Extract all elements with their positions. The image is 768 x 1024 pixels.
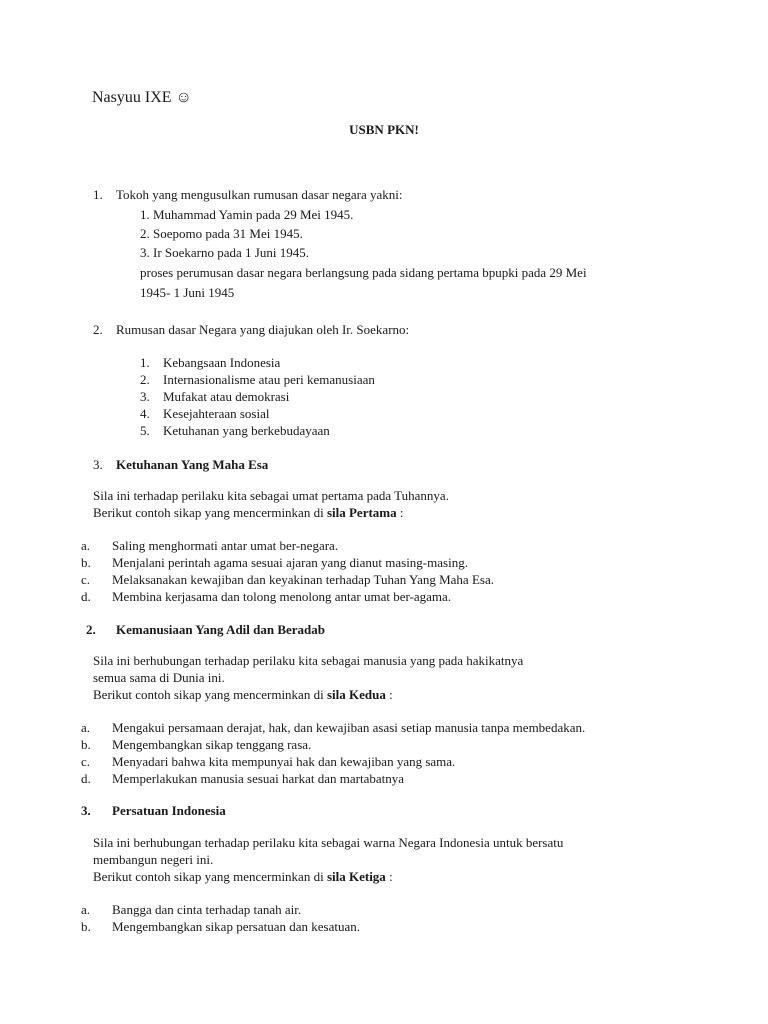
list-item-letter: a. [81, 538, 91, 553]
list-item-letter: d. [81, 589, 91, 604]
list-item-letter: c. [81, 572, 91, 587]
example-intro [93, 686, 393, 703]
list-item-letter: b. [81, 737, 91, 752]
section-description: Sila ini berhubungan terhadap perilaku kita sebagai warna Negara Indonesia untuk bersatu [93, 835, 564, 850]
list-item-number: 5. [140, 423, 150, 438]
list-item-letter: a. [81, 720, 91, 735]
list-item-number: 2. [140, 372, 150, 387]
example-intro [93, 504, 404, 521]
note-text: 1945- 1 Juni 1945 [140, 285, 235, 300]
list-item: Mufakat atau demokrasi [163, 389, 290, 404]
list-item-letter: a. [81, 902, 91, 917]
list-item-number: 3. [140, 389, 150, 404]
list-item: 1. Muhammad Yamin pada 29 Mei 1945. [140, 207, 354, 222]
example-intro-text: Berikut contoh sikap yang mencerminkan di [93, 687, 327, 702]
list-item: Saling menghormati antar umat ber-negara. [112, 538, 339, 553]
list-item: Mengembangkan sikap persatuan dan kesatuan. [112, 919, 361, 934]
list-item: Menjalani perintah agama sesuai ajaran yang dianut masing-masing. [112, 555, 468, 570]
list-item: Menyadari bahwa kita mempunyai hak dan kewajiban yang sama. [112, 754, 456, 769]
question-text: Rumusan dasar Negara yang diajukan oleh Ir. Soekarno: [116, 322, 410, 337]
example-intro [93, 868, 393, 885]
example-intro-suffix: : [385, 687, 393, 702]
section-description: Sila ini berhubungan terhadap perilaku kita sebagai manusia yang pada hakikatnya [93, 653, 524, 668]
list-item: Internasionalisme atau peri kemanusiaan [163, 372, 375, 387]
example-intro-text: Berikut contoh sikap yang mencerminkan di [93, 869, 327, 884]
list-item: Kesejahteraan sosial [163, 406, 270, 421]
section-description: semua sama di Dunia ini. [93, 670, 225, 685]
example-intro-suffix: : [396, 505, 404, 520]
question-number: 1. [93, 187, 103, 202]
note-text: proses perumusan dasar negara berlangsung pada sidang pertama bpupki pada 29 Mei [140, 265, 587, 280]
question-number: 2. [93, 322, 103, 337]
section-heading: Persatuan Indonesia [112, 803, 226, 818]
list-item: 2. Soepomo pada 31 Mei 1945. [140, 226, 303, 241]
list-item-number: 4. [140, 406, 150, 421]
list-item: Ketuhanan yang berkebudayaan [163, 423, 330, 438]
list-item: Mengembangkan sikap tenggang rasa. [112, 737, 312, 752]
list-item-letter: b. [81, 919, 91, 934]
section-description: membangun negeri ini. [93, 852, 214, 867]
sila-name: sila Kedua [326, 687, 386, 702]
list-item: Membina kerjasama dan tolong menolong antar umat ber-agama. [112, 589, 452, 604]
section-heading: Kemanusiaan Yang Adil dan Beradab [116, 622, 326, 637]
section-number: 3. [93, 457, 103, 472]
list-item: Bangga dan cinta terhadap tanah air. [112, 902, 302, 917]
list-item-letter: c. [81, 754, 91, 769]
list-item: Mengakui persamaan derajat, hak, dan kewajiban asasi setiap manusia tanpa membedakan. [112, 720, 586, 735]
list-item-letter: d. [81, 771, 91, 786]
list-item: Melaksanakan kewajiban dan keyakinan terhadap Tuhan Yang Maha Esa. [112, 572, 494, 587]
sila-name: sila Pertama [326, 505, 397, 520]
author-name: Nasyuu IXE ☺ [92, 89, 192, 106]
sila-name: sila Ketiga [326, 869, 386, 884]
list-item-number: 1. [140, 355, 150, 370]
list-item: Memperlakukan manusia sesuai harkat dan martabatnya [112, 771, 405, 786]
list-item-letter: b. [81, 555, 91, 570]
section-heading: Ketuhanan Yang Maha Esa [116, 457, 269, 472]
section-description: Sila ini terhadap perilaku kita sebagai umat pertama pada Tuhannya. [93, 488, 449, 503]
section-number: 2. [86, 622, 96, 637]
example-intro-text: Berikut contoh sikap yang mencerminkan di [93, 505, 327, 520]
list-item: 3. Ir Soekarno pada 1 Juni 1945. [140, 245, 309, 260]
example-intro-suffix: : [385, 869, 393, 884]
question-text: Tokoh yang mengusulkan rumusan dasar negara yakni: [116, 187, 403, 202]
section-number: 3. [81, 803, 91, 818]
page-title: USBN PKN! [349, 122, 419, 137]
list-item: Kebangsaan Indonesia [163, 355, 281, 370]
